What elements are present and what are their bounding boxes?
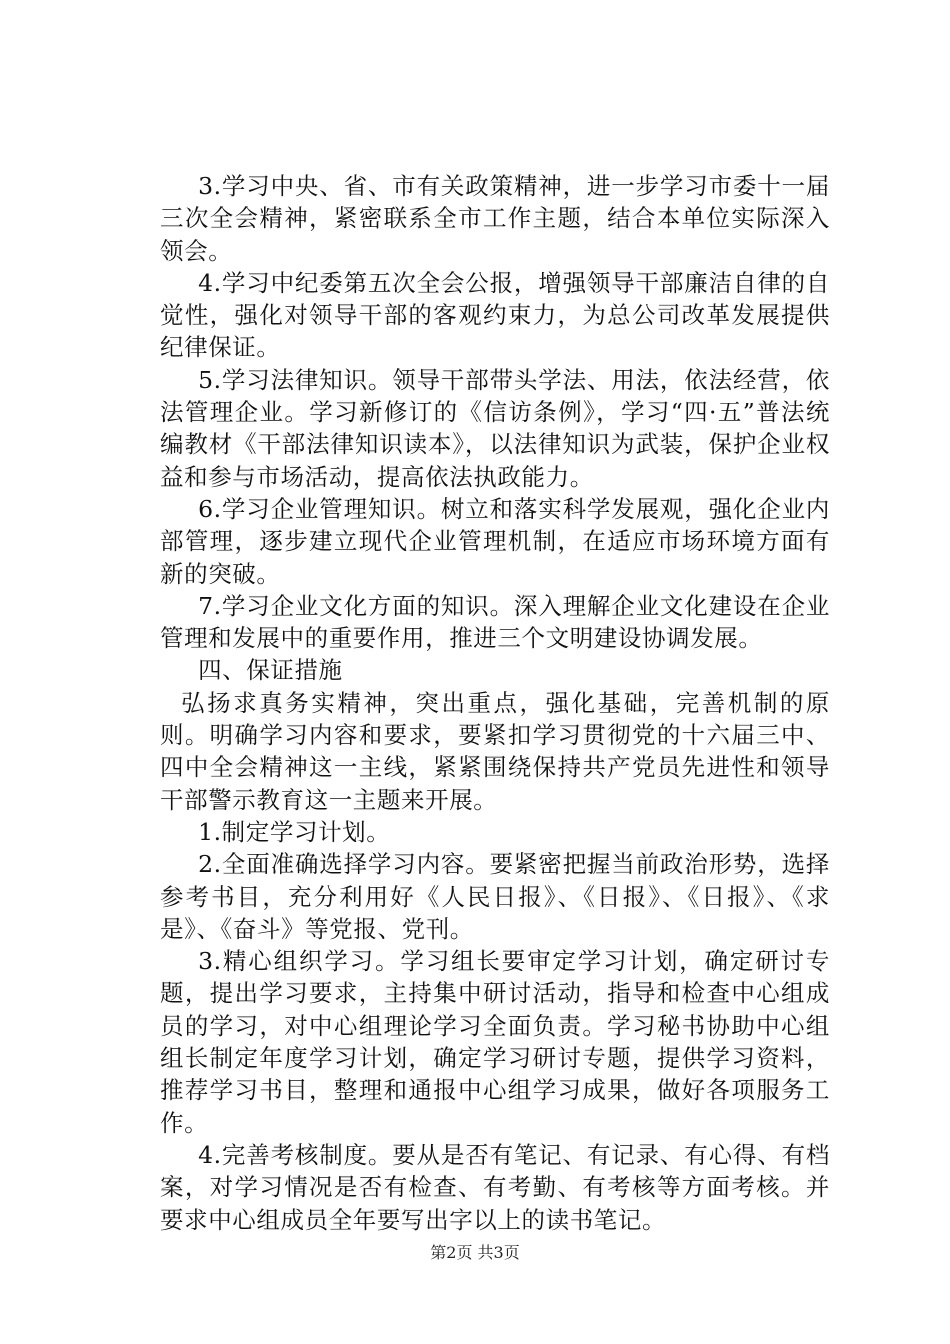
paragraph-item-6-management: 6.学习企业管理知识。树立和落实科学发展观，强化企业内部管理，逐步建立现代企业管理机制，在适应市场环境方面有新的突破。	[160, 494, 830, 588]
measure-item-4-assessment: 4.完善考核制度。要从是否有笔记、有记录、有心得、有档案，对学习情况是否有检查、有考勤、有考核等方面考核。并要求中心组成员全年要写出字以上的读书笔记。	[160, 1140, 830, 1234]
page-number-footer: 第2页 共3页	[430, 1243, 520, 1262]
paragraph-item-3-policy: 3.学习中央、省、市有关政策精神，进一步学习市委十一届三次全会精神，紧密联系全市工作主题，结合本单位实际深入领会。	[160, 172, 830, 265]
document-body	[160, 170, 830, 1236]
section-heading-measures: 四、保证措施	[198, 656, 343, 685]
measure-item-3-organize: 3.精心组织学习。学习组长要审定学习计划，确定研讨专题，提出学习要求，主持集中研讨活动，指导和检查中心组成员的学习，对中心组理论学习全面负责。学习秘书协助中心组组长制定年度学习计划，确定学习研讨专题，提供学习资料，推荐学习书目，整理和通报中心组学习成果，做好各项服务工作。	[160, 947, 830, 1137]
paragraph-principles: 弘扬求真务实精神，突出重点，强化基础，完善机制的原则。明确学习内容和要求，要紧扣学习贯彻党的十六届三中、四中全会精神这一主线，紧紧围绕保持共产党员先进性和领导干部警示教育这一主题来开展。	[160, 688, 830, 814]
measure-item-2-content: 2.全面准确选择学习内容。要紧密把握当前政治形势，选择参考书目，充分利用好《人民日报》、《日报》、《日报》、《求是》、《奋斗》等党报、党刊。	[160, 850, 830, 943]
paragraph-item-7-culture: 7.学习企业文化方面的知识。深入理解企业文化建设在企业管理和发展中的重要作用，推进三个文明建设协调发展。	[160, 591, 830, 653]
paragraph-item-5-law: 5.学习法律知识。领导干部带头学法、用法，依法经营，依法管理企业。学习新修订的《信访条例》，学习“四·五”普法统编教材《干部法律知识读本》，以法律知识为武装，保护企业权益和参与市场活动，提高依法执政能力。	[160, 365, 830, 491]
measure-item-1-plan: 1.制定学习计划。	[198, 817, 391, 846]
paragraph-item-4-discipline: 4.学习中纪委第五次全会公报，增强领导干部廉洁自律的自觉性，强化对领导干部的客观约束力，为总公司改革发展提供纪律保证。	[160, 268, 830, 362]
